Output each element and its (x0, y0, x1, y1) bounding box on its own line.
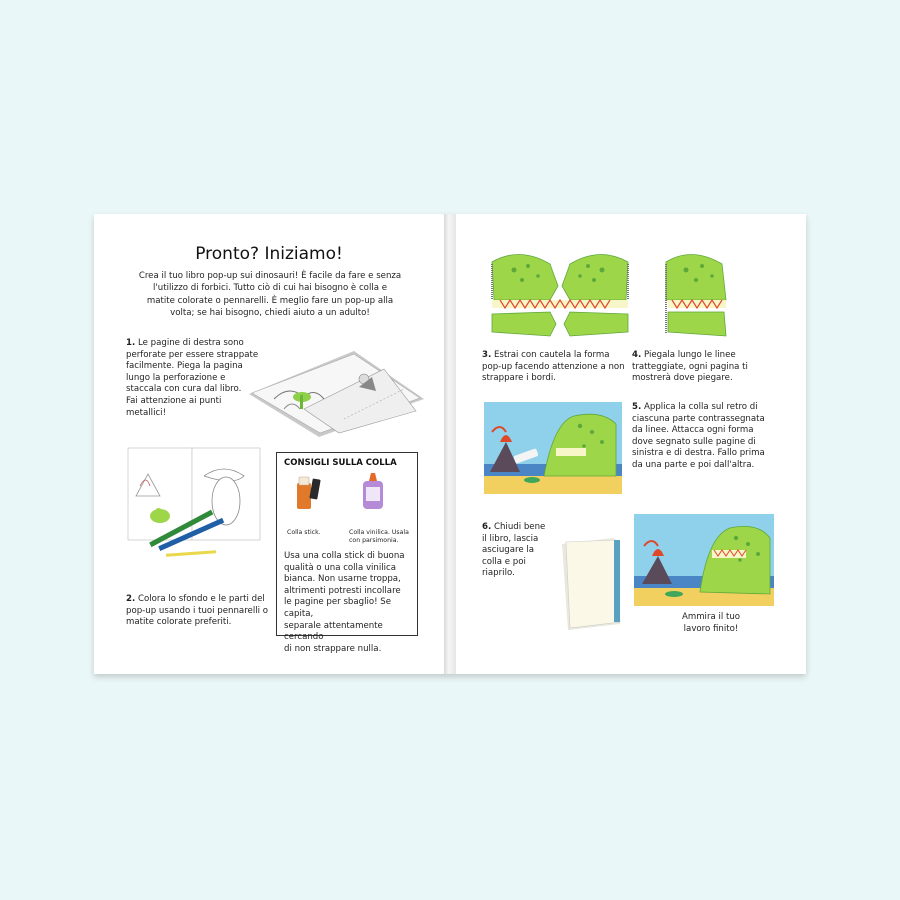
book-gutter (444, 214, 456, 674)
gluing-scene-illustration (484, 402, 622, 494)
step-1-text: 1. Le pagine di destra sono perforate per essere strappate facilmente. Piega la pagina lungo la perforazione e staccala con cura dal libro. Fai attenzione ai punti metallici! (126, 338, 259, 418)
step-6-text: 6. Chiudi bene il libro, lascia asciugare la colla e poi riaprilo. (482, 522, 546, 579)
step-2-text: 2. Colora lo sfondo e le parti del pop-up usando i tuoi pennarelli o matite colorate preferiti. (126, 594, 268, 628)
step-5-text: 5. Applica la colla sul retro di ciascuna parte contrassegnata da linee. Attacca ogni forma dove segnato sulle pagine di sinistra e di destra. Fallo prima da una parte e poi dall'altra. (632, 402, 765, 470)
popup-shape-flat-illustration (490, 250, 630, 340)
popup-shape-folded-illustration (662, 250, 732, 340)
glue-stick-caption: Colla stick. (287, 529, 321, 536)
finished-popup-illustration (634, 514, 774, 606)
glue-tips-title: CONSIGLI SULLA COLLA (284, 458, 397, 468)
intro-text: Crea il tuo libro pop-up sui dinosauri! È facile da fare e senza l'utilizzo di forbici. Tutto ciò di cui hai bisogno è colla e matite colorate o pennarelli. È meglio fare un pop-up alla volta; se hai bisogno, chiedi aiuto a un adulto! (138, 271, 402, 319)
coloring-illustration (126, 446, 266, 566)
step-3-text: 3. Estrai con cautela la forma pop-up facendo attenzione a non strappare i bordi. (482, 350, 625, 384)
page-title: Pronto? Iniziamo! (195, 244, 343, 264)
open-book (94, 214, 806, 674)
step-4-text: 4. Piegala lungo le linee tratteggiate, ogni pagina ti mostrerà dove piegare. (632, 350, 748, 384)
glue-tips-box (276, 452, 418, 654)
right-page (456, 214, 806, 674)
vinyl-glue-icon (353, 471, 393, 511)
final-caption: Ammira il tuo lavoro finito! (681, 612, 741, 634)
vinyl-glue-caption: Colla vinilica. Usala con parsimonia. (349, 529, 409, 544)
glue-stick-icon (285, 475, 325, 511)
closed-book-illustration (560, 538, 622, 630)
tear-page-illustration (244, 349, 434, 439)
glue-tips-text: Usa una colla stick di buona qualità o una colla vinilica bianca. Non usarne troppa, altrimenti potresti incollare le pagine per sbaglio! Se capita, separale attentamente cercando di non strappare nulla. (284, 551, 405, 654)
left-page (94, 214, 444, 674)
